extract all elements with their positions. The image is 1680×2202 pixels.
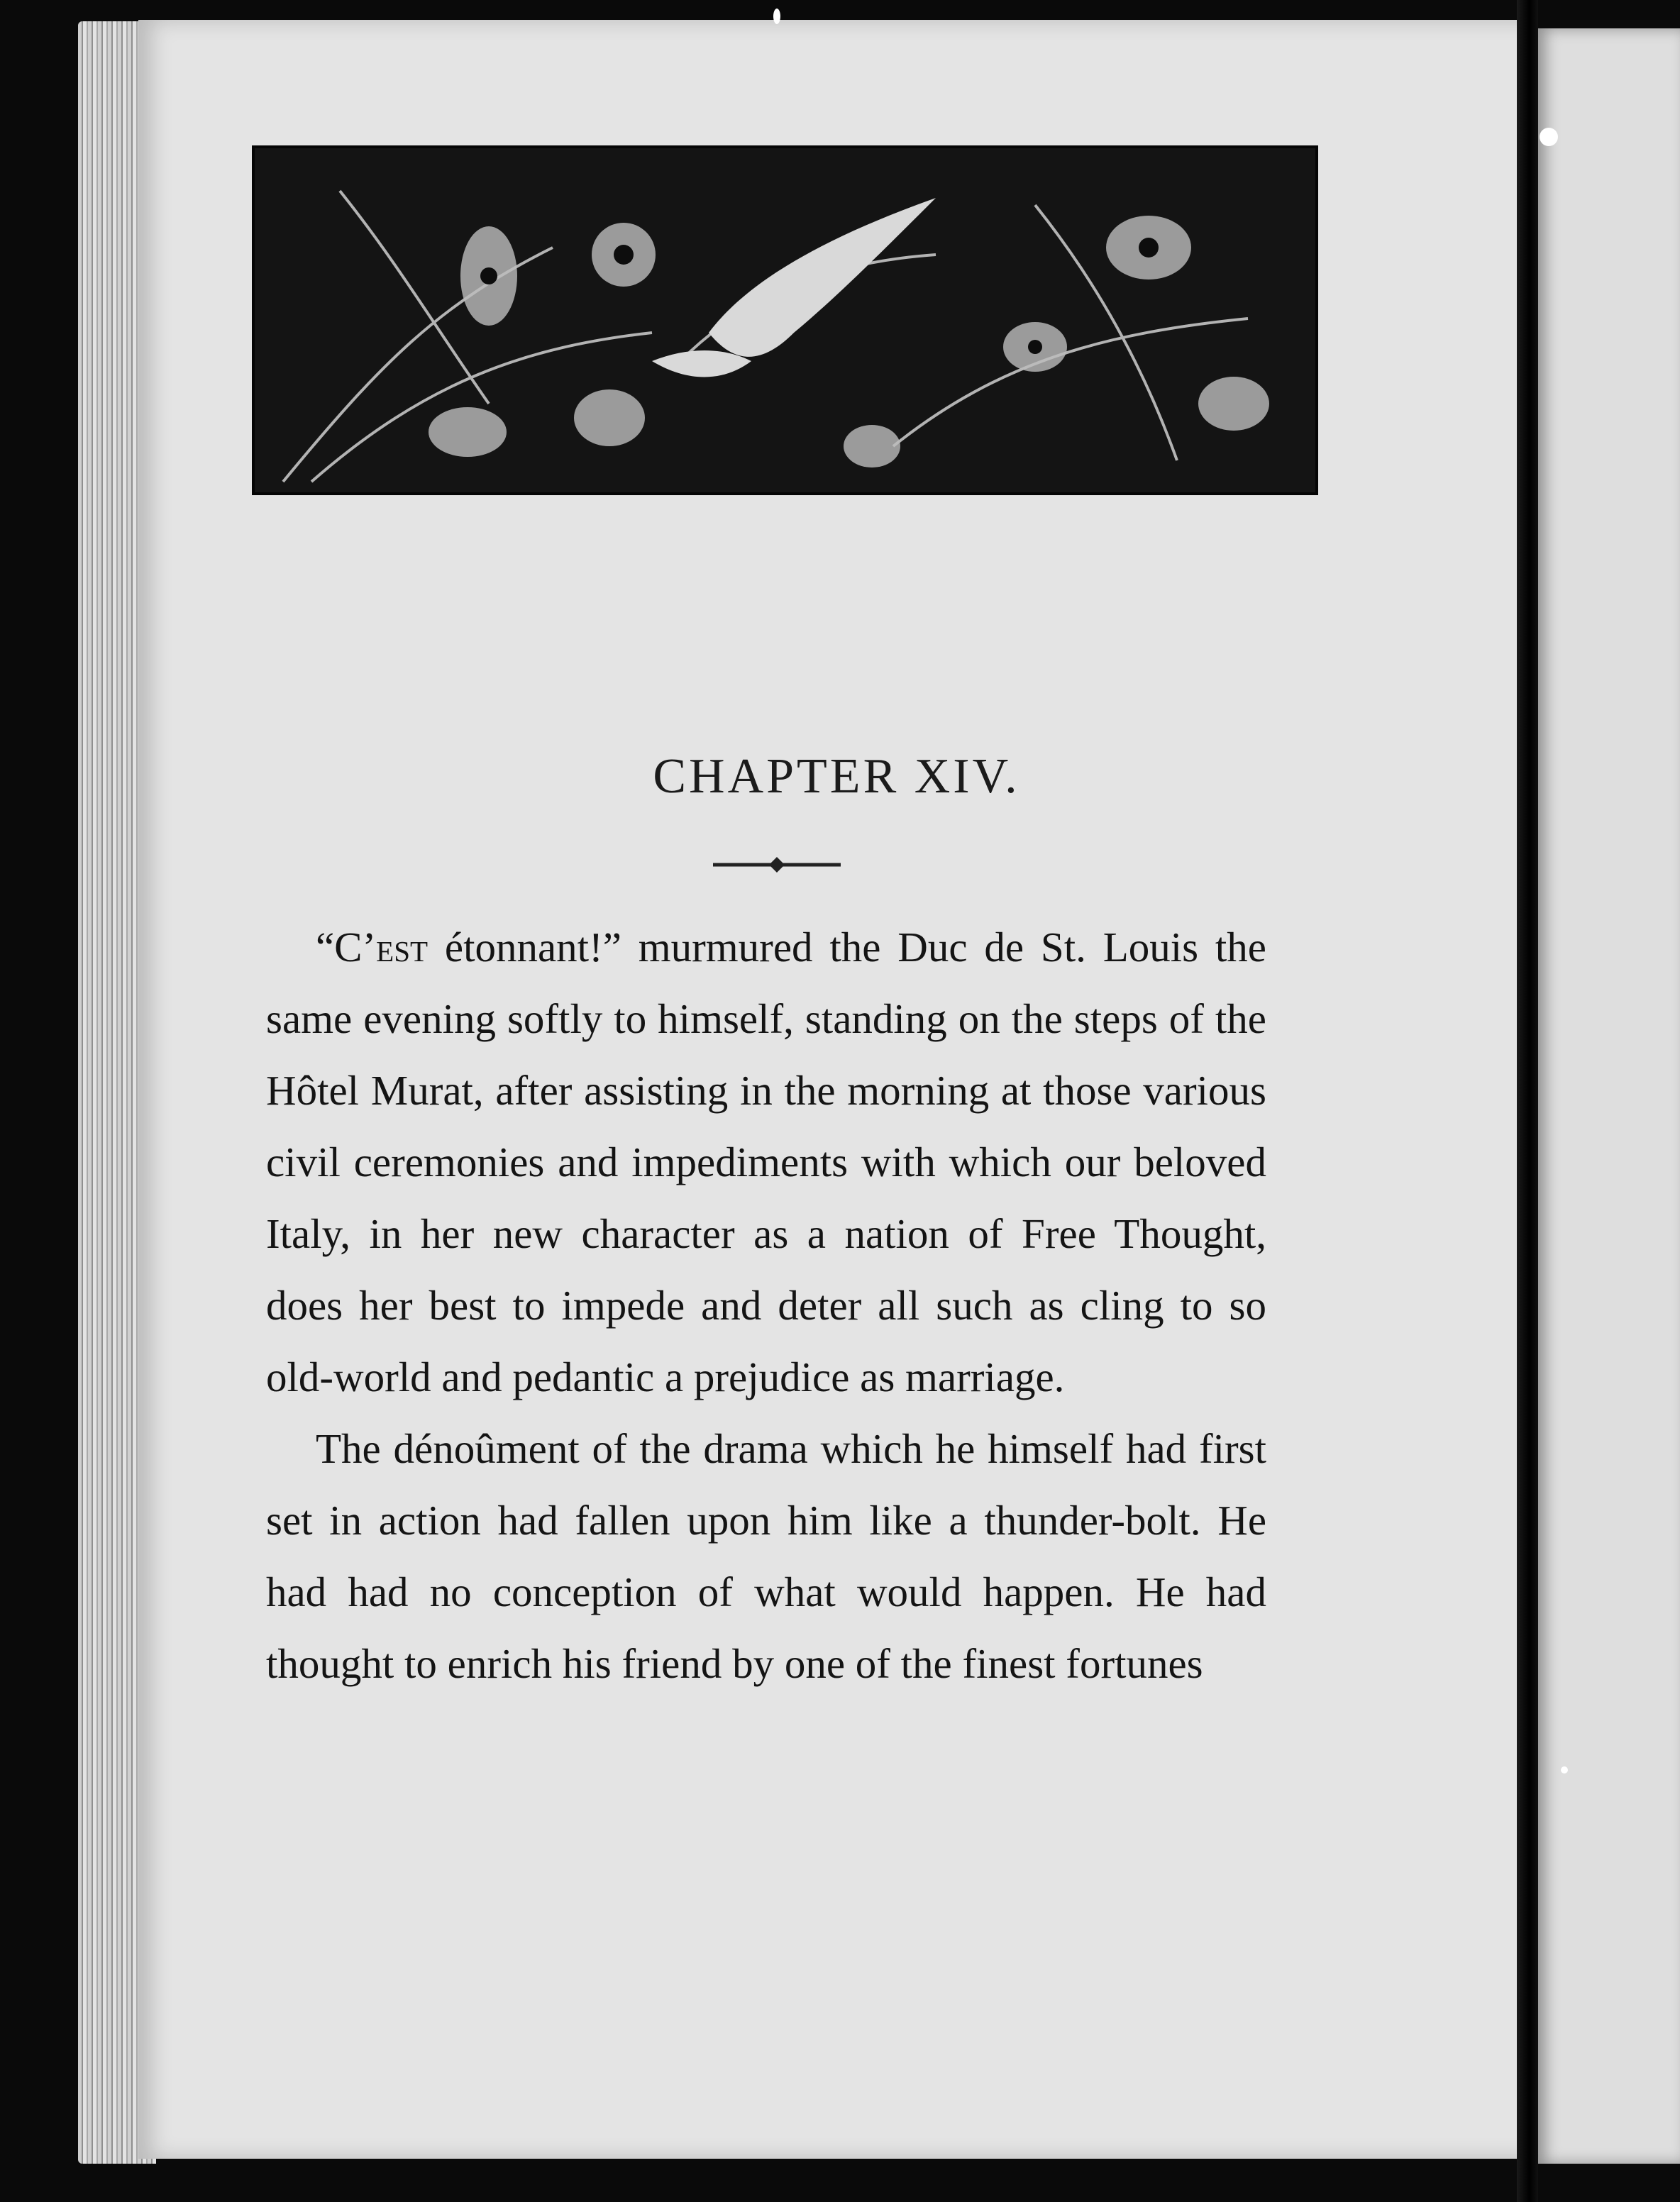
paragraph-text: The dénoûment of the drama which he himself had first set in action had fallen upon him like a thunder-bolt. He had had no conception of what would happen. He had thought to enrich his friend by one of the finest fortunes: [266, 1425, 1266, 1687]
floral-bird-engraving-icon: [252, 145, 1318, 495]
paragraph-2: [266, 1413, 1266, 1700]
book-gutter: [1517, 0, 1538, 2202]
opening-word: “C’est: [316, 924, 429, 970]
body-text: [266, 912, 1266, 1700]
chapter-title: CHAPTER XIV.: [653, 749, 1020, 804]
paragraph-1: [266, 912, 1266, 1413]
scan-speck: [773, 9, 780, 24]
chapter-heading: [0, 748, 1538, 805]
scan-speck: [1561, 1766, 1568, 1774]
facing-page-edge: [1538, 28, 1680, 2164]
scan-speck: [1540, 128, 1558, 146]
diamond-rule-icon: [713, 857, 841, 873]
paragraph-text: étonnant!” murmured the Duc de St. Louis the same evening softly to himself, standing on the steps of the Hôtel Murat, after assisting in the morning at those various civil ceremonies and impediments with which our beloved Italy, in her new character as a nation of Free Thought, does her best to impede and deter all such as cling to so old-world and pedantic a prejudice as marriage.: [266, 924, 1266, 1400]
